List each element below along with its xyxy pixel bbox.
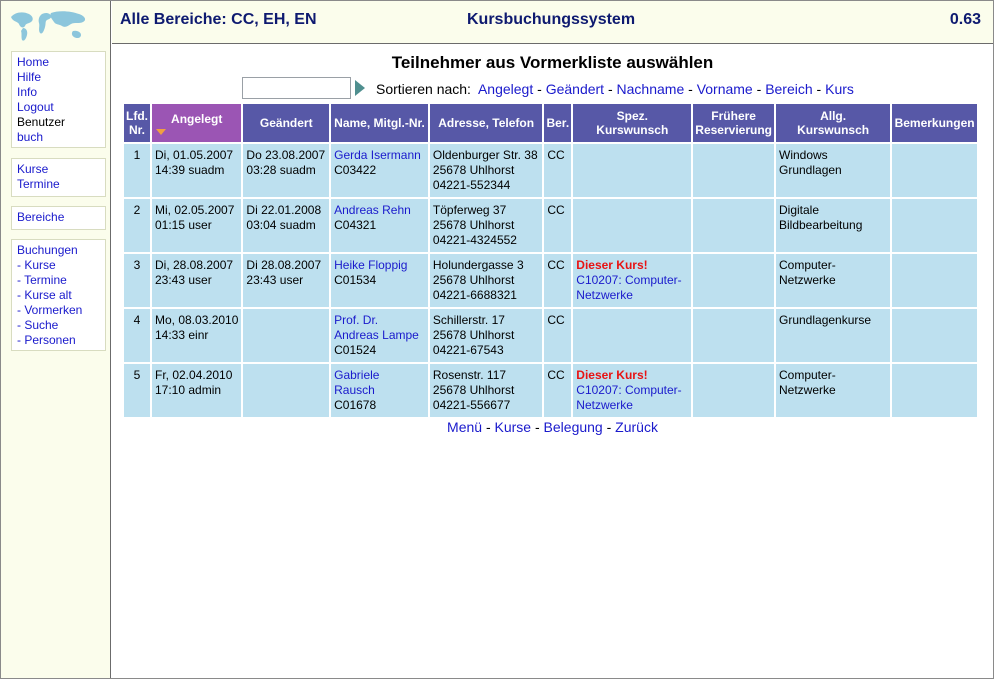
cell-lfd-nr: 2 xyxy=(124,199,150,252)
nav-areas-link[interactable]: Bereiche xyxy=(17,210,65,224)
footer-menu-link[interactable]: Menü xyxy=(447,419,483,435)
cell-bemerkungen xyxy=(892,309,977,362)
cell-name xyxy=(331,199,428,252)
table-header-row xyxy=(124,104,977,142)
participant-name-line: Heike Floppig xyxy=(334,258,408,272)
member-number: C01524 xyxy=(334,343,377,357)
cell-allg-line: Grundlagenkurse xyxy=(779,313,872,327)
cell-adresse-line: 04221-6688321 xyxy=(432,288,517,302)
cell-geaendert-line: Do 23.08.2007 xyxy=(246,148,326,162)
nav-bookings-reserve-link[interactable]: - Vormerken xyxy=(17,303,83,317)
cell-angelegt-line: 01:15 user xyxy=(155,218,212,232)
cell-adresse xyxy=(430,199,542,252)
cell-geaendert-line: 03:04 suadm xyxy=(246,218,316,232)
cell-allg-line: Netzwerke xyxy=(779,383,836,397)
participant-name-link[interactable] xyxy=(334,148,425,163)
col-header-name[interactable]: Name, Mitgl.-Nr. xyxy=(331,104,428,142)
table-row xyxy=(124,254,977,307)
participant-name-line: Andreas Lampe xyxy=(334,328,419,342)
cell-angelegt-line: Di, 28.08.2007 xyxy=(155,258,234,272)
cell-angelegt xyxy=(152,254,241,307)
cell-name xyxy=(331,309,428,362)
cell-geaendert-line: Di 22.01.2008 xyxy=(246,203,322,217)
nav-home-link[interactable]: Home xyxy=(17,55,50,69)
col-header-lfd-nr[interactable]: Lfd. Nr. xyxy=(124,104,150,142)
nav-bookings-old-courses-link[interactable]: - Kurse alt xyxy=(17,288,72,302)
participant-name-line: Andreas Rehn xyxy=(334,203,411,217)
cell-bemerkungen xyxy=(892,144,977,197)
sort-desc-icon xyxy=(156,129,166,135)
participant-name-line: Gabriele xyxy=(334,368,380,382)
cell-bemerkungen xyxy=(892,364,977,417)
cell-angelegt-line: 14:33 einr xyxy=(155,328,209,342)
participant-name-link[interactable] xyxy=(334,258,425,273)
cell-adresse-line: 25678 Uhlhorst xyxy=(432,163,515,177)
cell-lfd-nr: 5 xyxy=(124,364,150,417)
cell-allg-line: Windows xyxy=(779,148,828,162)
cell-angelegt xyxy=(152,364,241,417)
special-course-line: C10207: Computer- xyxy=(576,273,682,287)
special-course-line: Netzwerke xyxy=(576,398,633,412)
cell-allg-line: Computer- xyxy=(779,258,836,272)
cell-adresse-line: 04221-4324552 xyxy=(432,233,517,247)
cell-angelegt-line: 23:43 user xyxy=(155,273,212,287)
cell-allg-kurswunsch xyxy=(776,254,890,307)
cell-adresse-line: Töpferweg 37 xyxy=(432,203,507,217)
cell-angelegt-line: 17:10 admin xyxy=(155,383,222,397)
cell-spez-kurswunsch xyxy=(573,199,691,252)
cell-allg-line: Computer- xyxy=(779,368,836,382)
cell-allg-kurswunsch xyxy=(776,199,890,252)
cell-bereich: CC xyxy=(544,309,571,362)
col-header-bereich[interactable]: Ber. xyxy=(544,104,571,142)
nav-bookings-courses-link[interactable]: - Kurse xyxy=(17,258,56,272)
nav-dates-link[interactable]: Termine xyxy=(17,177,60,191)
cell-spez-kurswunsch xyxy=(573,254,691,307)
cell-fruehere-reservierung xyxy=(693,254,774,307)
cell-bereich: CC xyxy=(544,199,571,252)
table-row xyxy=(124,364,977,417)
participant-name-link[interactable] xyxy=(334,203,425,218)
col-header-bemerkungen[interactable]: Bemerkungen xyxy=(892,104,977,142)
cell-adresse xyxy=(430,364,542,417)
cell-lfd-nr: 3 xyxy=(124,254,150,307)
table-row xyxy=(124,199,977,252)
cell-adresse-line: 25678 Uhlhorst xyxy=(432,383,515,397)
cell-angelegt-line: Di, 01.05.2007 xyxy=(155,148,234,162)
cell-spez-kurswunsch xyxy=(573,364,691,417)
sort-by-lastname-link[interactable]: Nachname xyxy=(616,81,685,97)
cell-adresse xyxy=(430,254,542,307)
cell-adresse-line: 25678 Uhlhorst xyxy=(432,218,515,232)
cell-adresse-line: 25678 Uhlhorst xyxy=(432,328,515,342)
col-header-adresse[interactable]: Adresse, Telefon xyxy=(430,104,542,142)
user-name-link[interactable]: buch xyxy=(17,130,44,144)
member-number: C04321 xyxy=(334,218,377,232)
footer-back-link[interactable]: Zurück xyxy=(615,419,658,435)
table-row xyxy=(124,309,977,362)
cell-angelegt xyxy=(152,144,241,197)
cell-adresse-line: Oldenburger Str. 38 xyxy=(432,148,538,162)
cell-fruehere-reservierung xyxy=(693,309,774,362)
cell-lfd-nr: 1 xyxy=(124,144,150,197)
sort-by-area-link[interactable]: Bereich xyxy=(765,81,813,97)
nav-help-link[interactable]: Hilfe xyxy=(17,70,42,84)
cell-adresse-line: Holundergasse 3 xyxy=(432,258,524,272)
cell-angelegt xyxy=(152,199,241,252)
col-header-geaendert[interactable]: Geändert xyxy=(243,104,329,142)
cell-fruehere-reservierung xyxy=(693,199,774,252)
cell-spez-kurswunsch xyxy=(573,144,691,197)
cell-spez-kurswunsch xyxy=(573,309,691,362)
nav-logout-link[interactable]: Logout xyxy=(17,100,54,114)
cell-angelegt-line: 14:39 suadm xyxy=(155,163,225,177)
participant-name-link[interactable] xyxy=(334,313,425,343)
sort-by-created-link[interactable]: Angelegt xyxy=(477,81,534,97)
participant-name-line: Rausch xyxy=(334,383,375,397)
this-course-alert: Dieser Kurs! xyxy=(576,368,648,382)
cell-angelegt-line: Mo, 08.03.2010 xyxy=(155,313,239,327)
sidebar xyxy=(1,1,111,678)
cell-adresse-line: Rosenstr. 117 xyxy=(432,368,507,382)
member-number: C01534 xyxy=(334,273,377,287)
search-go-button[interactable] xyxy=(355,80,365,96)
special-course-link[interactable] xyxy=(576,273,688,303)
cell-adresse-line: 04221-67543 xyxy=(432,343,504,357)
cell-geaendert xyxy=(243,309,329,362)
cell-allg-line: Digitale xyxy=(779,203,820,217)
cell-name xyxy=(331,144,428,197)
sort-label: Sortieren nach: xyxy=(376,81,471,97)
cell-adresse-line: 04221-556677 xyxy=(432,398,511,412)
cell-allg-line: Bildbearbeitung xyxy=(779,218,863,232)
participant-name-link[interactable] xyxy=(334,368,425,398)
sort-by-course-link[interactable]: Kurs xyxy=(825,81,854,97)
cell-geaendert-line: 03:28 suadm xyxy=(246,163,316,177)
nav-info-link[interactable]: Info xyxy=(17,85,38,99)
cell-allg-kurswunsch xyxy=(776,144,890,197)
footer-occupancy-link[interactable]: Belegung xyxy=(543,419,603,435)
cell-bemerkungen xyxy=(892,254,977,307)
version-label: 0.63 xyxy=(949,11,981,28)
cell-bemerkungen xyxy=(892,199,977,252)
cell-angelegt xyxy=(152,309,241,362)
cell-geaendert xyxy=(243,144,329,197)
waitlist-table xyxy=(122,102,979,419)
cell-name xyxy=(331,254,428,307)
areas-title: Alle Bereiche: CC, EH, EN xyxy=(120,11,317,28)
course-menu xyxy=(11,158,106,197)
cell-geaendert xyxy=(243,254,329,307)
cell-geaendert xyxy=(243,199,329,252)
cell-angelegt-line: Fr, 02.04.2010 xyxy=(155,368,233,382)
cell-adresse-line: 25678 Uhlhorst xyxy=(432,273,515,287)
main-content xyxy=(112,45,993,678)
sort-by-changed-link[interactable]: Geändert xyxy=(545,81,605,97)
sort-by-firstname-link[interactable]: Vorname xyxy=(696,81,753,97)
nav-bookings-persons-link[interactable]: - Personen xyxy=(17,333,76,347)
nav-bookings-link[interactable]: Buchungen xyxy=(17,243,78,257)
member-number: C01678 xyxy=(334,398,377,412)
col-header-angelegt[interactable]: Angelegt xyxy=(152,104,241,142)
special-course-line: C10207: Computer- xyxy=(576,383,682,397)
cell-adresse-line: Schillerstr. 17 xyxy=(432,313,505,327)
cell-fruehere-reservierung xyxy=(693,144,774,197)
this-course-alert: Dieser Kurs! xyxy=(576,258,648,272)
col-header-fruehere-reservierung[interactable]: Frühere Reservierung xyxy=(693,104,774,142)
cell-bereich: CC xyxy=(544,254,571,307)
special-course-link[interactable] xyxy=(576,383,688,413)
header-bar xyxy=(112,1,993,44)
cell-name xyxy=(331,364,428,417)
cell-geaendert-line: Di 28.08.2007 xyxy=(246,258,322,272)
page-title: Teilnehmer aus Vormerkliste auswählen xyxy=(391,53,714,72)
cell-adresse-line: 04221-552344 xyxy=(432,178,511,192)
cell-bereich: CC xyxy=(544,364,571,417)
area-menu xyxy=(11,206,106,230)
sort-options: Sortieren nach: Angelegt - Geändert - Nachname - Vorname - Bereich - Kurs xyxy=(376,81,854,97)
participant-name-line: Gerda Isermann xyxy=(334,148,421,162)
cell-bereich: CC xyxy=(544,144,571,197)
nav-bookings-dates-link[interactable]: - Termine xyxy=(17,273,67,287)
cell-adresse xyxy=(430,144,542,197)
cell-allg-kurswunsch xyxy=(776,309,890,362)
booking-menu xyxy=(11,239,106,351)
nav-bookings-search-link[interactable]: - Suche xyxy=(17,318,59,332)
footer-links: Menü - Kurse - Belegung - Zurück xyxy=(447,419,658,435)
cell-angelegt-line: Mi, 02.05.2007 xyxy=(155,203,235,217)
col-header-spez-kurswunsch[interactable]: Spez. Kurswunsch xyxy=(573,104,691,142)
col-header-allg-kurswunsch[interactable]: Allg. Kurswunsch xyxy=(776,104,890,142)
footer-courses-link[interactable]: Kurse xyxy=(494,419,532,435)
special-course-line: Netzwerke xyxy=(576,288,633,302)
table-row xyxy=(124,144,977,197)
system-title: Kursbuchungssystem xyxy=(467,11,636,28)
cell-allg-kurswunsch xyxy=(776,364,890,417)
cell-fruehere-reservierung xyxy=(693,364,774,417)
participant-name-line: Prof. Dr. xyxy=(334,313,379,327)
cell-lfd-nr: 4 xyxy=(124,309,150,362)
member-number: C03422 xyxy=(334,163,377,177)
user-label: Benutzer xyxy=(17,115,66,129)
nav-courses-link[interactable]: Kurse xyxy=(17,162,49,176)
world-map-logo xyxy=(9,9,89,43)
cell-adresse xyxy=(430,309,542,362)
cell-geaendert-line: 23:43 user xyxy=(246,273,304,287)
cell-geaendert xyxy=(243,364,329,417)
cell-allg-line: Grundlagen xyxy=(779,163,842,177)
cell-allg-line: Netzwerke xyxy=(779,273,836,287)
search-input[interactable] xyxy=(242,77,351,99)
main-menu xyxy=(11,51,106,148)
